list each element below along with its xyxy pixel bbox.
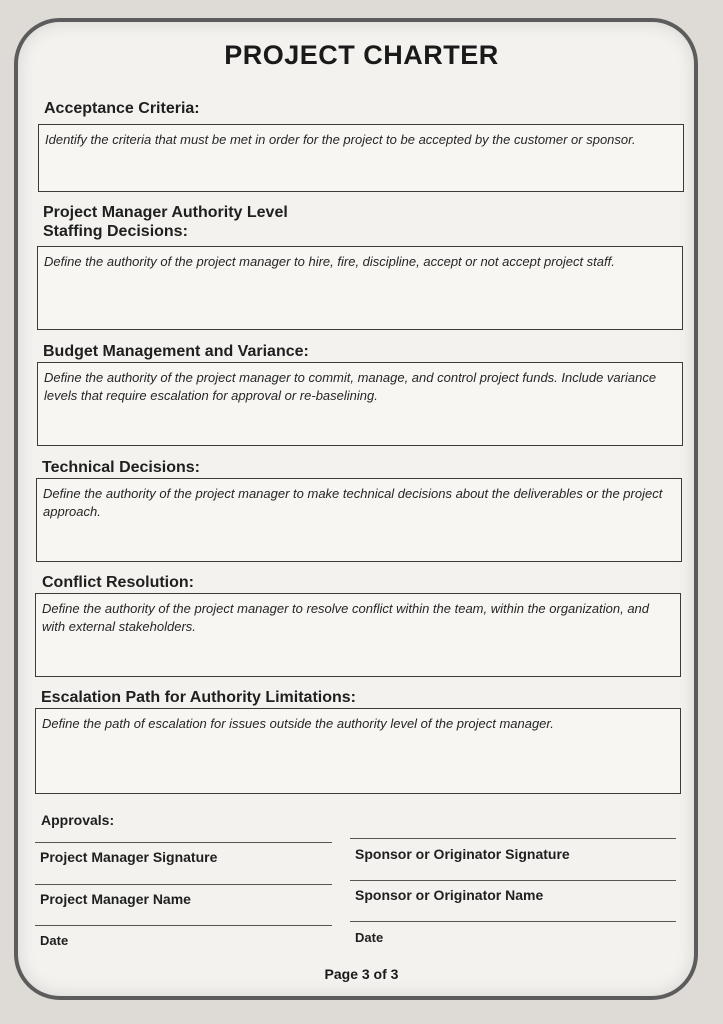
pm-name-label: Project Manager Name: [40, 891, 191, 907]
sponsor-name-label: Sponsor or Originator Name: [355, 887, 544, 903]
pm-date-line[interactable]: [35, 925, 332, 926]
acceptance-criteria-field[interactable]: Identify the criteria that must be met in order for the project to be accepted by the customer or sponsor.: [38, 124, 684, 192]
sponsor-signature-line[interactable]: [350, 838, 676, 839]
sponsor-date-label: Date: [355, 930, 384, 945]
pm-signature-label: Project Manager Signature: [40, 849, 218, 865]
pm-name-line[interactable]: [35, 884, 332, 885]
sponsor-date-line[interactable]: [350, 921, 676, 922]
technical-decisions-label: Technical Decisions:: [42, 459, 200, 476]
page-title: PROJECT CHARTER: [224, 40, 499, 70]
approvals-label: Approvals:: [41, 812, 115, 828]
technical-decisions-field[interactable]: Define the authority of the project manager to make technical decisions about the deliverables or the project approach.: [36, 478, 682, 562]
sponsor-name-line[interactable]: [350, 880, 676, 881]
pm-date-label: Date: [40, 933, 69, 948]
authority-level-heading: Project Manager Authority Level: [43, 204, 288, 221]
escalation-path-label: Escalation Path for Authority Limitations:: [41, 689, 356, 706]
acceptance-criteria-label: Acceptance Criteria:: [44, 100, 200, 117]
pm-signature-line[interactable]: [35, 842, 332, 843]
conflict-resolution-label: Conflict Resolution:: [42, 574, 194, 591]
budget-management-label: Budget Management and Variance:: [43, 343, 309, 360]
sponsor-signature-label: Sponsor or Originator Signature: [355, 846, 570, 862]
staffing-decisions-label: Staffing Decisions:: [43, 223, 188, 240]
staffing-decisions-field[interactable]: Define the authority of the project manager to hire, fire, discipline, accept or not accept project staff.: [37, 246, 683, 330]
conflict-resolution-field[interactable]: Define the authority of the project manager to resolve conflict within the team, within the organization, and with external stakeholders.: [35, 593, 681, 677]
page-number: Page 3 of 3: [324, 966, 399, 982]
budget-management-field[interactable]: Define the authority of the project manager to commit, manage, and control project funds. Include variance levels that require escalation for approval or re-baselining.: [37, 362, 683, 446]
escalation-path-field[interactable]: Define the path of escalation for issues outside the authority level of the project manager.: [35, 708, 681, 794]
